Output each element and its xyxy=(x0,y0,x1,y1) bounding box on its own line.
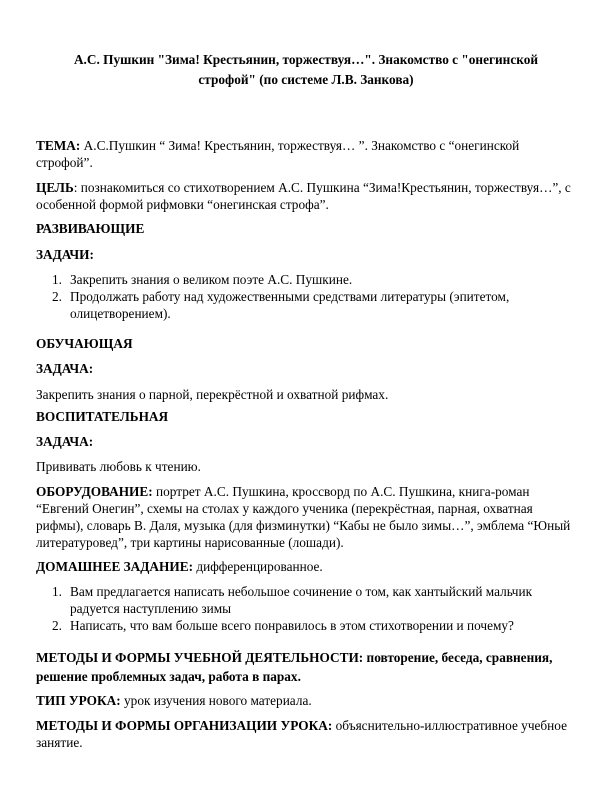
equipment-paragraph xyxy=(36,483,576,551)
upbringing-subheading: ЗАДАЧА: xyxy=(36,434,94,449)
learning-methods-paragraph: МЕТОДЫ И ФОРМЫ УЧЕБНОЙ ДЕЯТЕЛЬНОСТИ: повторение, беседа, сравнения, решение проблемных задач, работа в парах. xyxy=(36,650,553,684)
lesson-type-text: урок изучения нового материала. xyxy=(120,693,312,708)
teaching-text: Закрепить знания о парной, перекрёстной и охватной рифмах. xyxy=(36,387,389,402)
title-line-2: строфой" (по системе Л.В. Занкова) xyxy=(198,72,414,87)
upbringing-heading: ВОСПИТАТЕЛЬНАЯ xyxy=(36,409,169,424)
list-item-number: 1. xyxy=(52,272,62,287)
list-item xyxy=(36,288,576,322)
developing-subheading: ЗАДАЧИ: xyxy=(36,247,94,262)
developing-task-list xyxy=(36,271,576,322)
list-item-text: Продолжать работу над художественными средствами литературы (эпитетом, олицетворением). xyxy=(70,289,510,321)
lesson-type-label: ТИП УРОКА: xyxy=(36,693,121,708)
goal-text: : познакомиться со стихотворением А.С. Пушкина “Зима!Крестьянин, торжествуя…”, с особенной формой рифмовки “онегинская строфа”. xyxy=(36,180,571,212)
goal-label: ЦЕЛЬ xyxy=(36,180,74,195)
homework-label: ДОМАШНЕЕ ЗАДАНИЕ: xyxy=(36,559,194,574)
tema-text: А.С.Пушкин “ Зима! Крестьянин, торжествуя… ”. Знакомство с “онегинской строфой”. xyxy=(36,138,520,170)
list-item-number: 2. xyxy=(52,618,62,633)
organization-methods-label: МЕТОДЫ И ФОРМЫ ОРГАНИЗАЦИИ УРОКА: xyxy=(36,718,333,733)
equipment-text: портрет А.С. Пушкина, кроссворд по А.С. Пушкина, книга-роман “Евгений Онегин”, схемы на столах у каждого ученика (перекрёстная, парная, охватная рифмы), словарь В. Даля, музыка (для физминутки) “Кабы не было зимы…”, эмблема “Юный литературовед”, три картины нарисованные (лошади). xyxy=(36,484,571,550)
title-line-1: А.С. Пушкин "Зима! Крестьянин, торжествуя…". Знакомство с "онегинской xyxy=(73,52,539,67)
list-item-text: Вам предлагается написать небольшое сочинение о том, как хантыйский мальчик радуется наступлению зимы xyxy=(70,584,533,616)
developing-heading: РАЗВИВАЮЩИЕ xyxy=(36,221,145,236)
organization-methods-text: объяснительно-иллюстративное учебное занятие. xyxy=(36,718,568,750)
tema-label: ТЕМА: xyxy=(36,138,81,153)
goal-paragraph xyxy=(36,179,576,213)
upbringing-text: Прививать любовь к чтению. xyxy=(36,459,201,474)
teaching-heading: ОБУЧАЮЩАЯ xyxy=(36,336,133,351)
homework-paragraph xyxy=(36,558,576,575)
teaching-subheading: ЗАДАЧА: xyxy=(36,361,94,376)
list-item-number: 2. xyxy=(52,289,62,304)
document-title xyxy=(40,50,572,90)
list-item xyxy=(36,617,576,634)
homework-task-list xyxy=(36,583,576,634)
list-item xyxy=(36,583,576,617)
tema-paragraph xyxy=(36,137,576,171)
equipment-label: ОБОРУДОВАНИЕ: xyxy=(36,484,153,499)
list-item-number: 1. xyxy=(52,584,62,599)
list-item-text: Закрепить знания о великом поэте А.С. Пушкине. xyxy=(70,272,353,287)
organization-methods-paragraph xyxy=(36,717,576,751)
list-item xyxy=(36,271,576,288)
homework-text: дифференцированное. xyxy=(193,559,323,574)
list-item-text: Написать, что вам больше всего понравилось в этом стихотворении и почему? xyxy=(70,618,514,633)
lesson-type-paragraph xyxy=(36,692,576,709)
